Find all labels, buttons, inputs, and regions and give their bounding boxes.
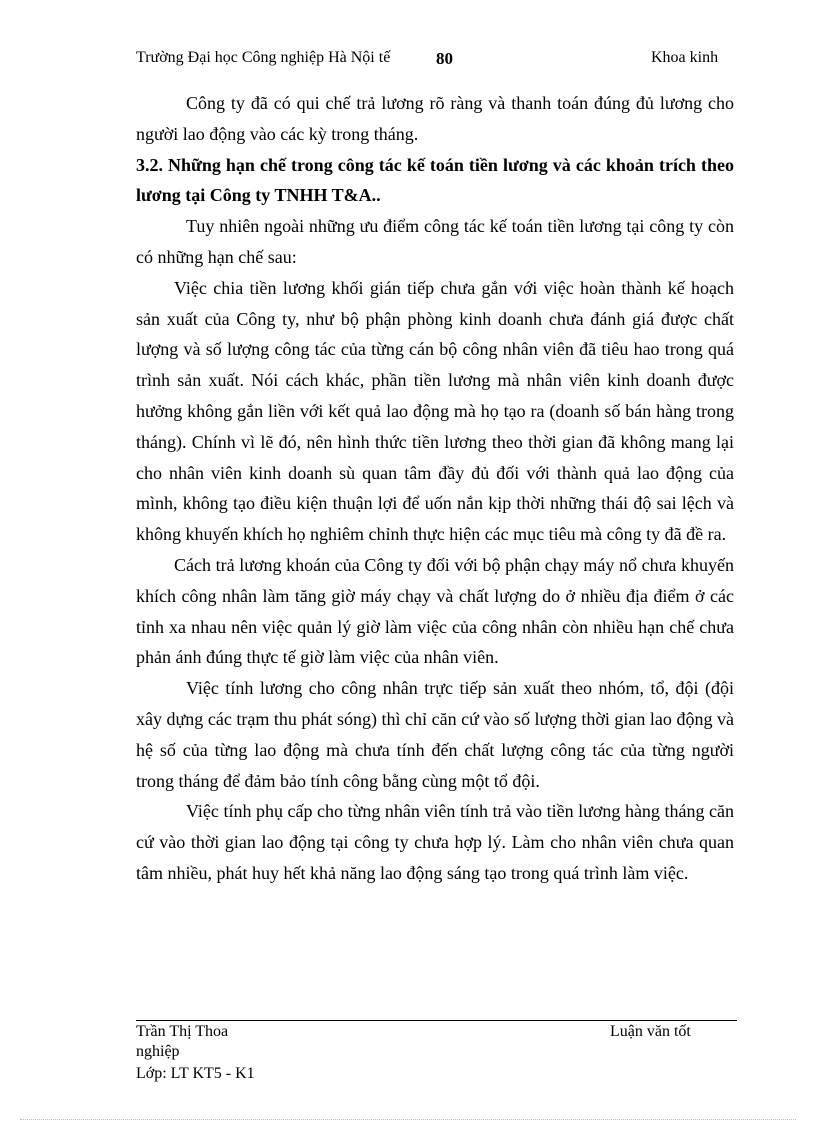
paragraph-direct-workers: Việc tính lương cho công nhân trực tiếp sản xuất theo nhóm, tổ, đội (đội xây dựng các trạm thu phát sóng) thì chỉ căn cứ vào số lượng thời gian lao động và hệ số của từng lao động mà chưa tính đến chất lượng công tác của từng người trong tháng để đảm bảo tính công bằng cùng một tổ đội. — [136, 678, 734, 791]
footer-class: Lớp: LT KT5 - K1 — [136, 1065, 255, 1082]
footer-author: Trần Thị Thoa nghiệp — [136, 1023, 229, 1060]
document-body — [136, 88, 734, 889]
paragraph-policy: Công ty đã có qui chế trả lương rõ ràng và thanh toán đúng đủ lương cho người lao động vào các kỳ trong tháng. — [136, 93, 734, 144]
paragraph-allowance: Việc tính phụ cấp cho từng nhân viên tính trả vào tiền lương hàng tháng căn cứ vào thời gian lao động tại công ty chưa hợp lý. Làm cho nhân viên chưa quan tâm nhiều, phát huy hết khả năng lao động sáng tạo trong quá trình làm việc. — [136, 801, 734, 883]
paragraph-indirect-salary: Việc chia tiền lương khối gián tiếp chưa gắn với việc hoàn thành kế hoạch sản xuất của Công ty, như bộ phận phòng kinh doanh chưa đánh giá được chất lượng và số lượng công tác của từng cán bộ công nhân viên đã tiêu hao trong quá trình sản xuất. Nói cách khác, phần tiền lương mà nhân viên kinh doanh được hưởng không gắn liền với kết quả lao động mà họ tạo ra (doanh số bán hàng trong tháng). Chính vì lẽ đó, nên hình thức tiền lương theo thời gian đã không mang lại cho nhân viên kinh doanh sù quan tâm đầy đủ đối với thành quả lao động của mình, không tạo điều kiện thuận lợi để uốn nắn kịp thời những thái độ sai lệch và không khuyến khích họ nghiêm chỉnh thực hiện các mục tiêu mà công ty đã đề ra. — [136, 277, 734, 545]
footer-divider — [136, 1020, 737, 1021]
section-heading: 3.2. Những hạn chế trong công tác kế toán tiền lương và các khoản trích theo lương tại Công ty TNHH T&A.. — [136, 154, 734, 206]
header-school: Trường Đại học Công nghiệp Hà Nội tế — [136, 49, 391, 66]
header-faculty: Khoa kinh — [651, 49, 719, 66]
paragraph-intro: Tuy nhiên ngoài những ưu điểm công tác kế toán tiền lương tại công ty còn có những hạn chế sau: — [136, 216, 734, 267]
footer-thesis: Luận văn tốt — [610, 1023, 691, 1040]
page-edge-divider — [20, 1119, 796, 1120]
page-number: 80 — [436, 49, 453, 68]
paragraph-piece-rate: Cách trả lương khoán của Công ty đối với bộ phận chạy máy nổ chưa khuyến khích công nhân làm tăng giờ máy chạy và chất lượng do ở nhiều địa điểm ở các tỉnh xa nhau nên việc quản lý giờ làm việc của công nhân còn nhiều hạn chế chưa phản ánh đúng thực tế giờ làm việc của nhân viên. — [136, 554, 734, 668]
